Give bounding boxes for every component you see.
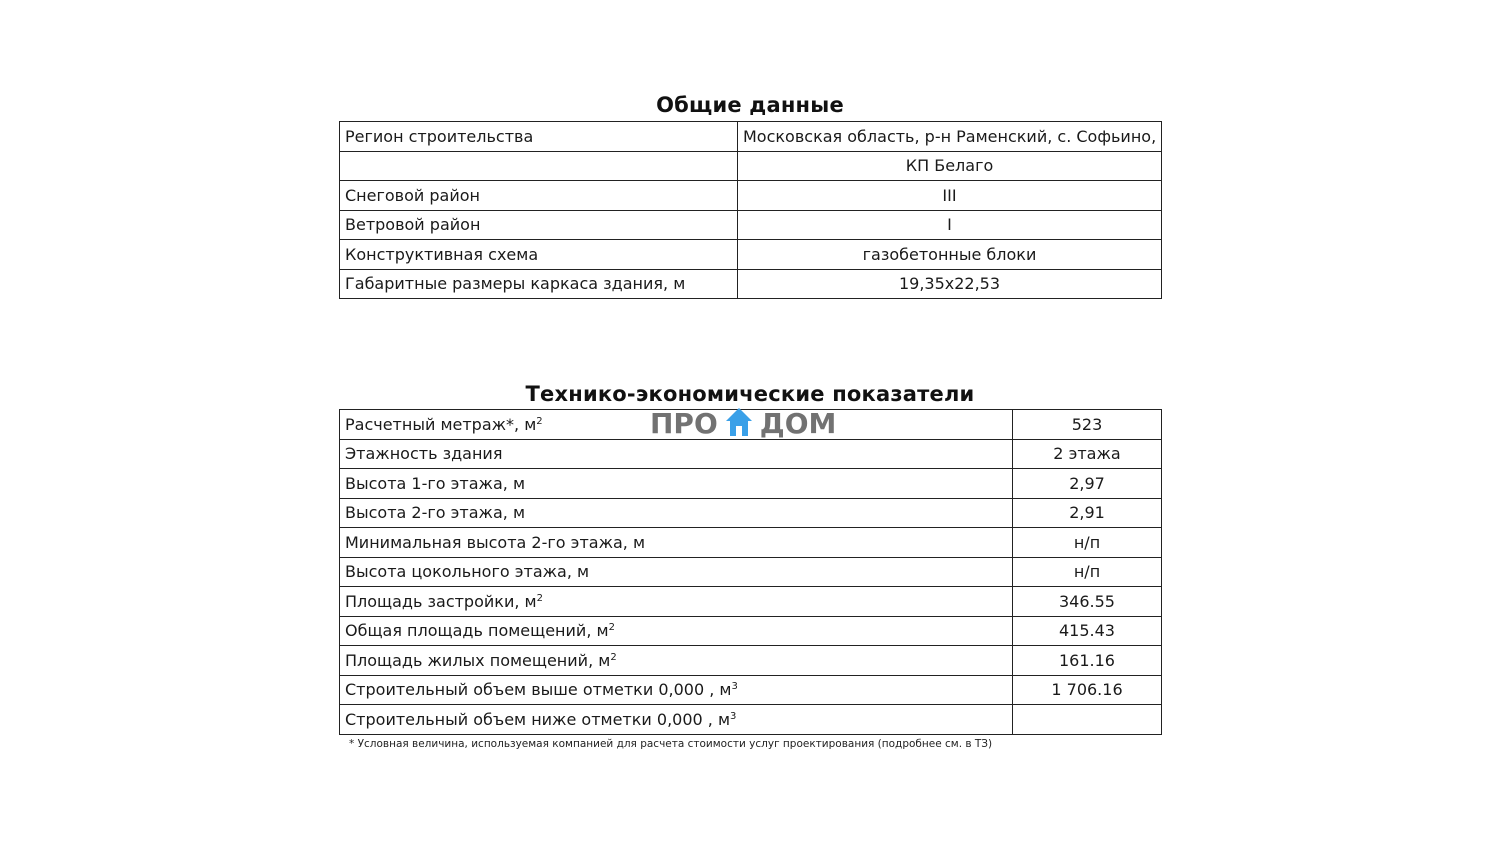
row-label-text: Высота 2-го этажа, м [345, 503, 526, 523]
row-label [340, 616, 1013, 646]
row-label-text: Расчетный метраж*, м [345, 414, 537, 434]
row-value: 2,91 [1013, 498, 1162, 528]
row-label [340, 557, 1013, 587]
row-value: 2 этажа [1013, 439, 1162, 469]
unit-superscript: 2 [536, 592, 543, 604]
watermark-text-right: ДОМ [759, 406, 837, 440]
row-value: 19,35x22,53 [738, 269, 1162, 299]
row-value: 523 [1013, 410, 1162, 440]
row-value: 2,97 [1013, 469, 1162, 499]
row-value: 1 706.16 [1013, 675, 1162, 705]
row-label-text: Строительный объем выше отметки 0,000 , м [345, 680, 732, 700]
row-label: Конструктивная схема [340, 240, 738, 270]
unit-superscript: 3 [730, 710, 737, 722]
table-row [340, 210, 1162, 240]
tech-indicators-table [339, 406, 1162, 735]
row-label [340, 410, 1013, 440]
row-label-text: Площадь жилых помещений, м [345, 650, 611, 670]
row-value: III [738, 181, 1162, 211]
table-row [340, 587, 1162, 617]
general-data-table [339, 121, 1162, 299]
table-row [340, 410, 1162, 440]
row-label [340, 469, 1013, 499]
row-label [340, 675, 1013, 705]
row-label: Снеговой район [340, 181, 738, 211]
table-row [340, 181, 1162, 211]
row-label-text: Общая площадь помещений, м [345, 621, 609, 641]
table-row [340, 122, 1162, 152]
row-value: 415.43 [1013, 616, 1162, 646]
row-value: I [738, 210, 1162, 240]
row-label: Габаритные размеры каркаса здания, м [340, 269, 738, 299]
unit-superscript: 3 [731, 681, 738, 693]
row-label [340, 705, 1013, 735]
watermark-text-left: ПРО [650, 406, 718, 440]
row-value: газобетонные блоки [738, 240, 1162, 270]
row-value [1013, 705, 1162, 735]
tech-indicators-title: Технико-экономические показатели [525, 382, 975, 406]
table-row [340, 439, 1162, 469]
row-label [340, 587, 1013, 617]
row-label-text: Минимальная высота 2-го этажа, м [345, 532, 646, 552]
unit-superscript: 2 [608, 622, 615, 634]
table-row [340, 705, 1162, 735]
row-value: 161.16 [1013, 646, 1162, 676]
row-label-text: Высота 1-го этажа, м [345, 473, 526, 493]
row-label: Регион строительства [340, 122, 738, 152]
table-row [340, 269, 1162, 299]
table-row [340, 646, 1162, 676]
row-label: Ветровой район [340, 210, 738, 240]
row-value: КП Белаго [738, 151, 1162, 181]
row-value: н/п [1013, 528, 1162, 558]
general-data-title: Общие данные [656, 93, 844, 117]
row-value: Московская область, р-н Раменский, с. Софьино, [738, 122, 1162, 152]
row-label [340, 498, 1013, 528]
row-label [340, 528, 1013, 558]
table-row [340, 557, 1162, 587]
row-label-text: Этажность здания [345, 444, 503, 464]
row-label-text: Площадь застройки, м [345, 591, 537, 611]
table-row [340, 498, 1162, 528]
table-row [340, 151, 1162, 181]
table-row [340, 675, 1162, 705]
row-label [340, 439, 1013, 469]
row-label-text: Высота цокольного этажа, м [345, 562, 590, 582]
table-row [340, 240, 1162, 270]
footnote: * Условная величина, используемая компанией для расчета стоимости услуг проектирования (подробнее см. в ТЗ) [349, 738, 993, 750]
table-row [340, 469, 1162, 499]
table-row [340, 616, 1162, 646]
table-row [340, 528, 1162, 558]
unit-superscript: 2 [610, 651, 617, 663]
row-value: 346.55 [1013, 587, 1162, 617]
row-label [340, 151, 738, 181]
unit-superscript: 2 [536, 415, 543, 427]
row-label-text: Строительный объем ниже отметки 0,000 , м [345, 709, 731, 729]
row-value: н/п [1013, 557, 1162, 587]
row-label [340, 646, 1013, 676]
